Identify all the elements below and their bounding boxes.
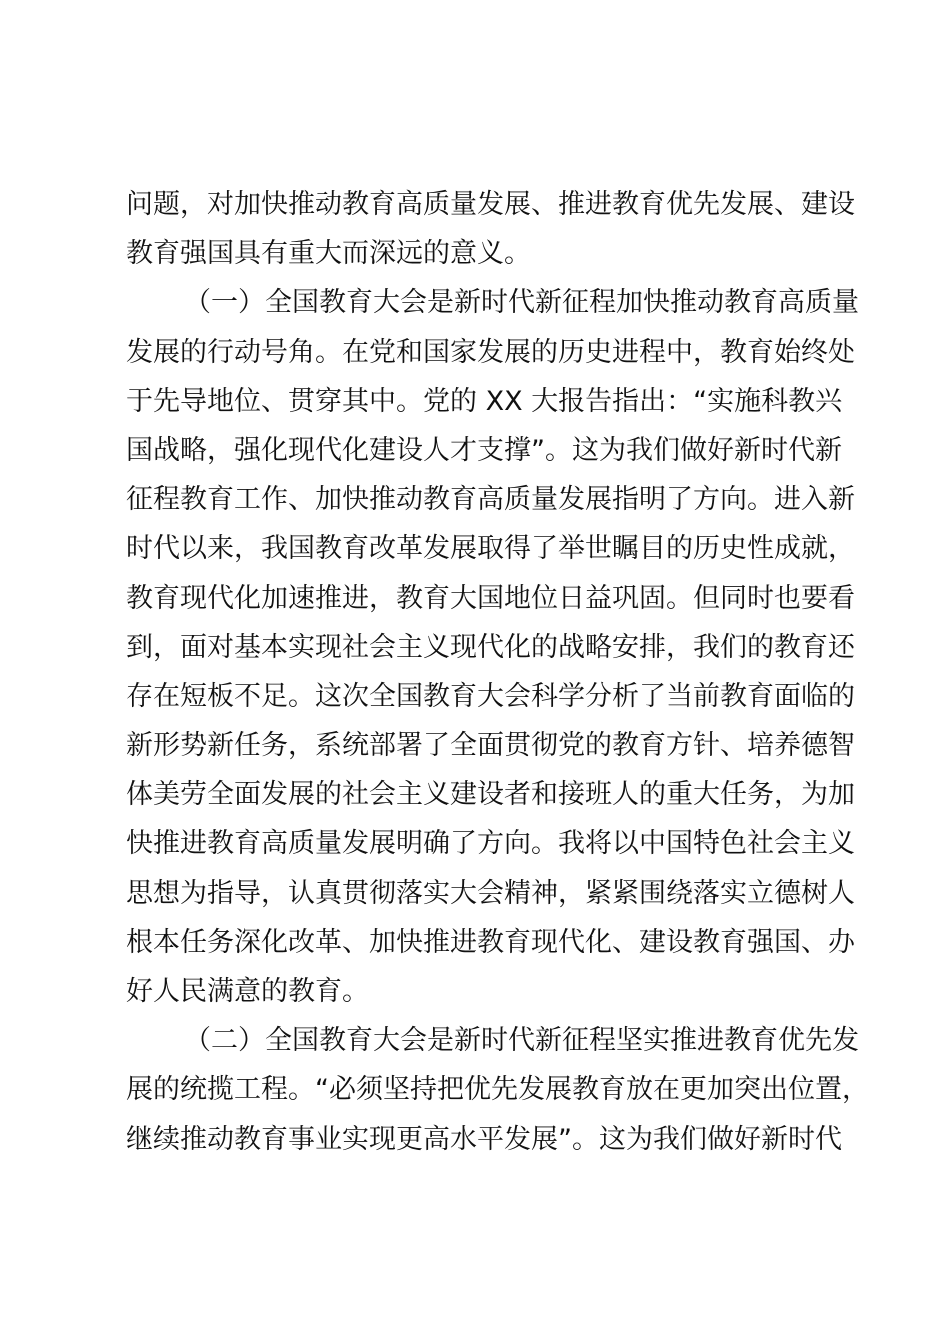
body-text bbox=[126, 180, 869, 1164]
text-line-9: 教育现代化加速推进，教育大国地位日益巩固。但同时也要看 bbox=[126, 582, 855, 614]
text-line-6: 国战略，强化现代化建设人才支撑”。这为我们做好新时代新 bbox=[126, 434, 842, 466]
text-line-12: 新形势新任务，系统部署了全面贯彻党的教育方针、培养德智 bbox=[126, 730, 855, 762]
paragraph-1-heading-line: （一）全国教育大会是新时代新征程加快推动教育高质量 bbox=[184, 287, 859, 319]
text-line-13: 体美劳全面发展的社会主义建设者和接班人的重大任务，为加 bbox=[126, 779, 855, 811]
text-line-4: 发展的行动号角。在党和国家发展的历史进程中，教育始终处 bbox=[126, 336, 855, 368]
text-line-11: 存在短板不足。这次全国教育大会科学分析了当前教育面临的 bbox=[126, 680, 855, 712]
text-line-5: 于先导地位、贯穿其中。党的 XX 大报告指出：“实施科教兴 bbox=[126, 385, 843, 417]
text-line-20: 继续推动教育事业实现更高水平发展”。这为我们做好新时代 bbox=[126, 1123, 842, 1155]
text-line-10: 到，面对基本实现社会主义现代化的战略安排，我们的教育还 bbox=[126, 631, 855, 663]
text-line-19: 展的统揽工程。“必须坚持把优先发展教育放在更加突出位置， bbox=[126, 1074, 869, 1106]
text-line-14: 快推进教育高质量发展明确了方向。我将以中国特色社会主义 bbox=[126, 828, 855, 860]
text-line-2: 教育强国具有重大而深远的意义。 bbox=[126, 238, 531, 270]
paragraph-2-heading-line: （二）全国教育大会是新时代新征程坚实推进教育优先发 bbox=[184, 1025, 859, 1057]
text-line-7: 征程教育工作、加快推动教育高质量发展指明了方向。进入新 bbox=[126, 484, 855, 516]
text-line-16: 根本任务深化改革、加快推进教育现代化、建设教育强国、办 bbox=[126, 926, 855, 958]
text-line-1: 问题，对加快推动教育高质量发展、推进教育优先发展、建设 bbox=[126, 189, 855, 220]
text-line-17: 好人民满意的教育。 bbox=[126, 976, 369, 1007]
text-line-8: 时代以来，我国教育改革发展取得了举世瞩目的历史性成就， bbox=[126, 533, 855, 565]
text-line-15: 思想为指导，认真贯彻落实大会精神，紧紧围绕落实立德树人 bbox=[126, 877, 855, 909]
